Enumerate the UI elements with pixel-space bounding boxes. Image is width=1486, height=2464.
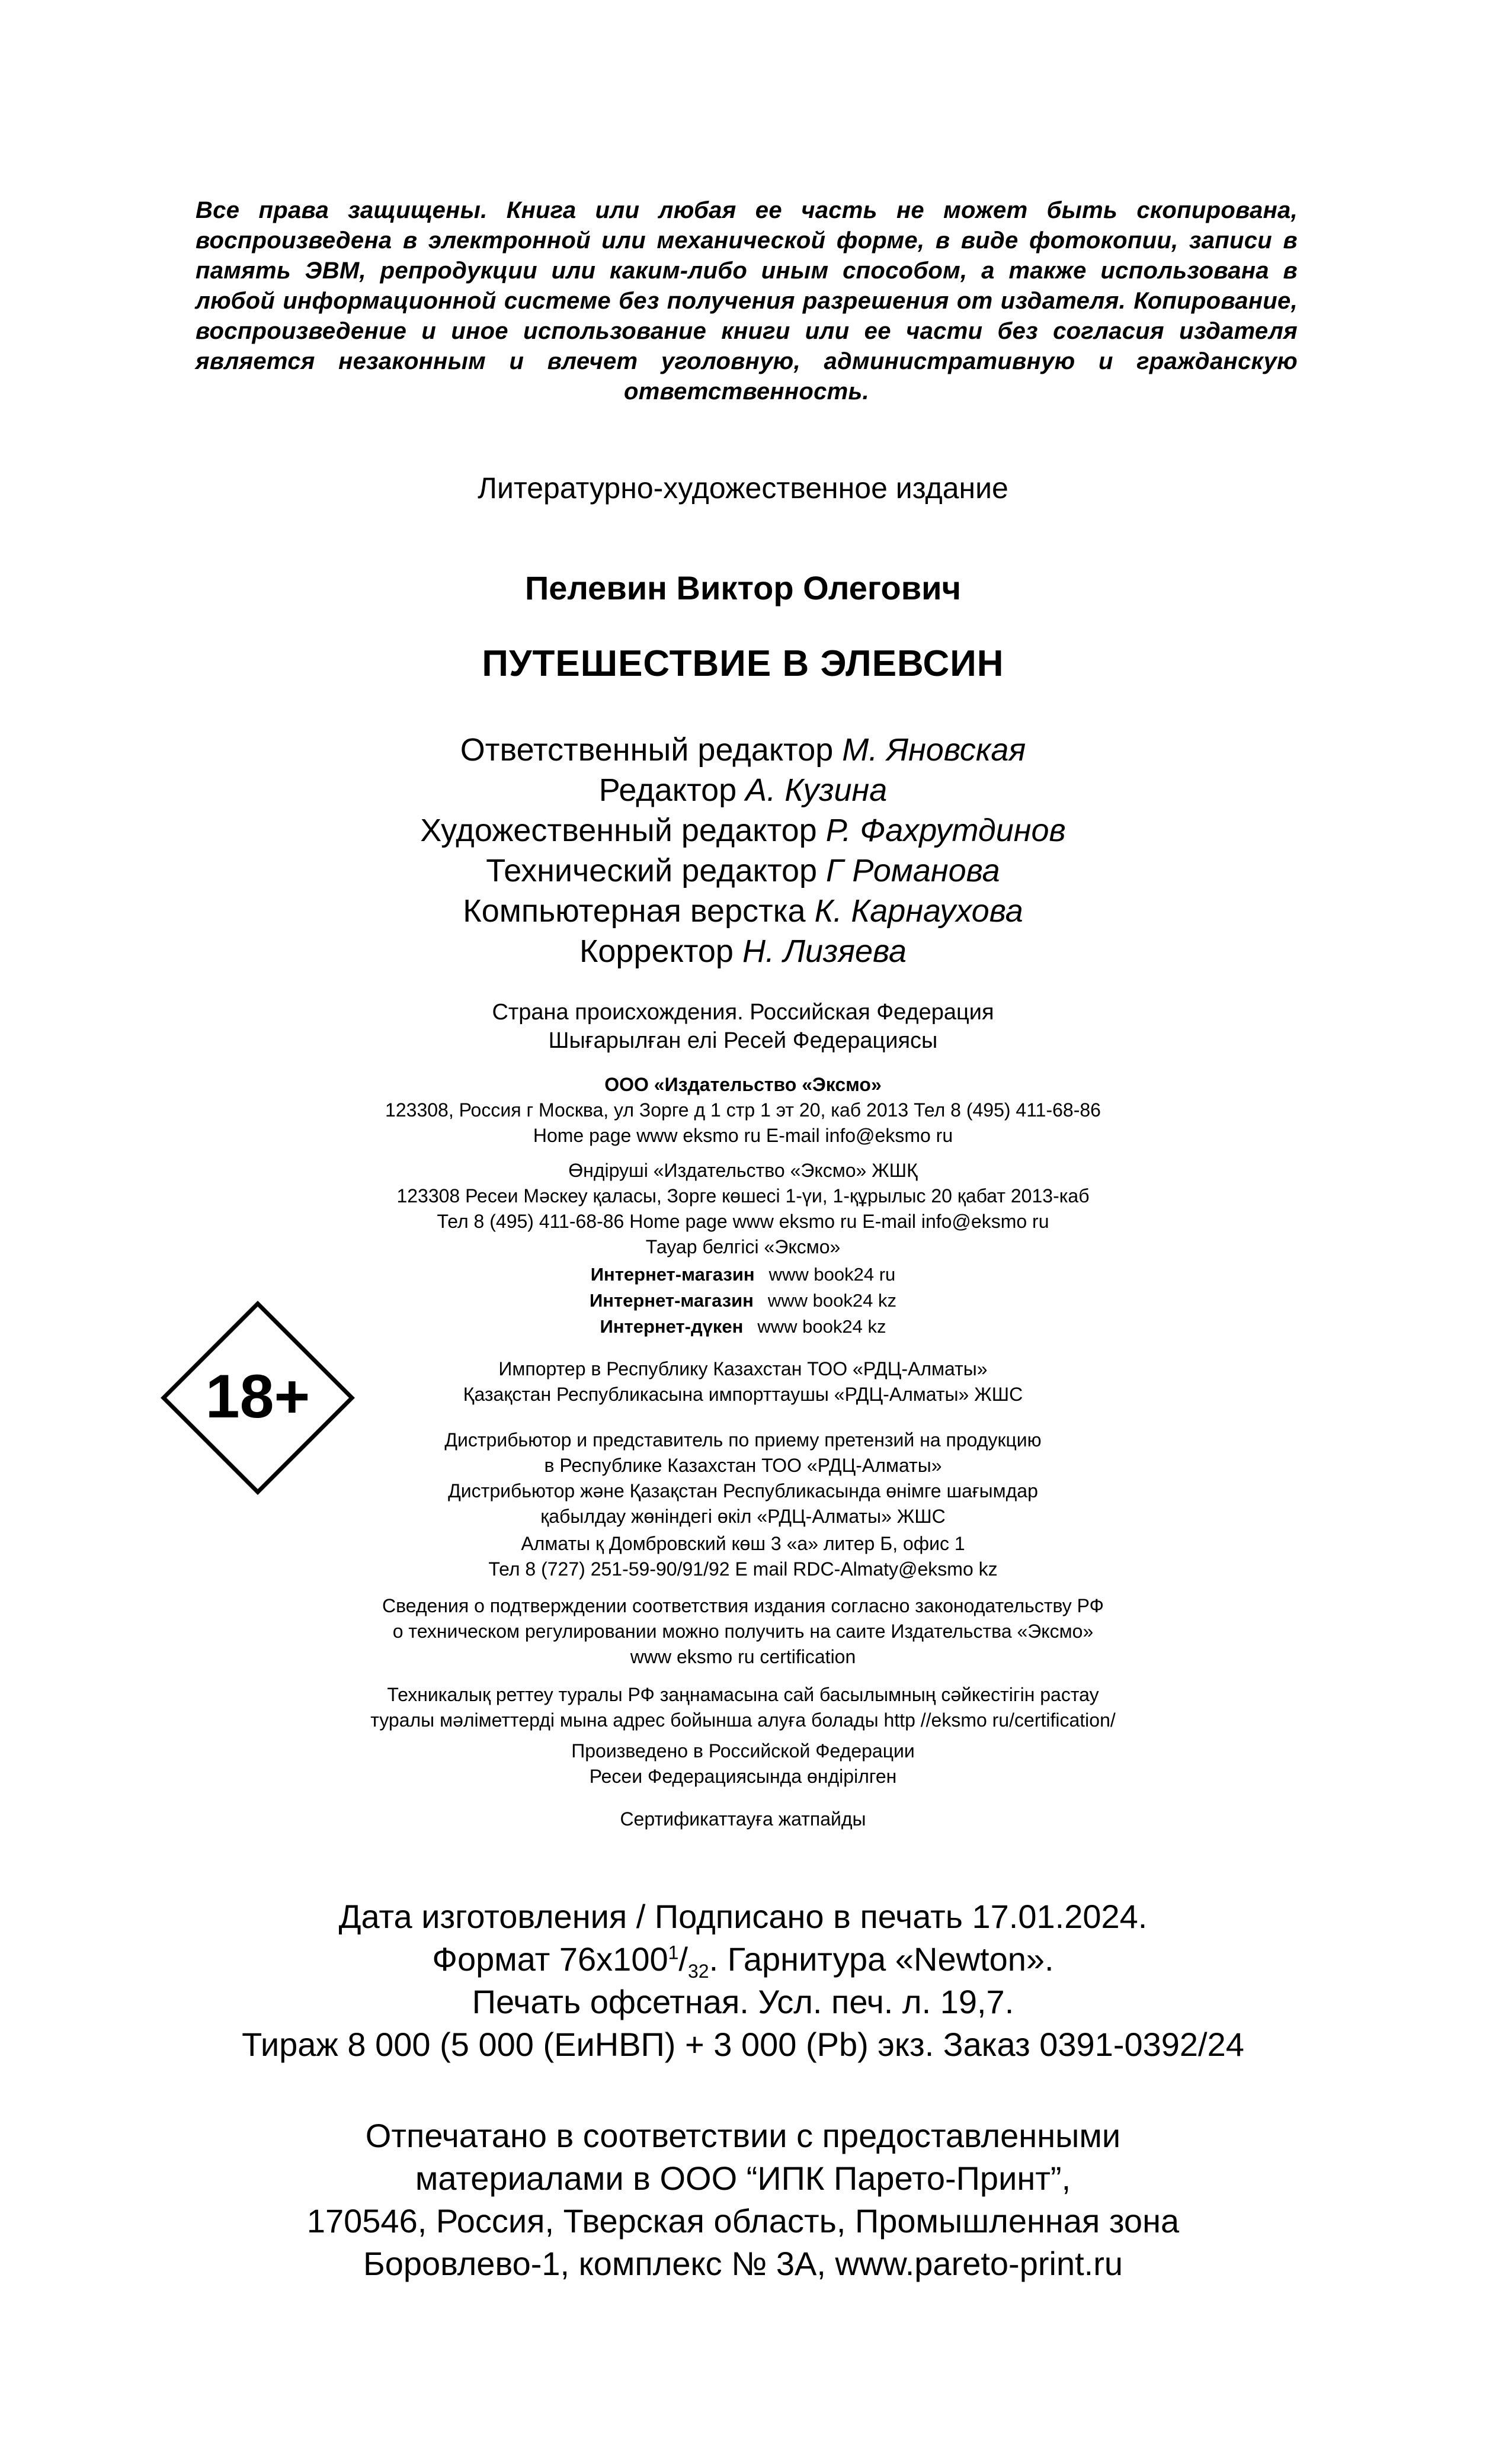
- importer-line: Қазақстан Республикасына импорттаушы «РДЦ-Алматы» ЖШС: [463, 1384, 1023, 1405]
- staff-role: Корректор: [579, 933, 734, 969]
- format-prefix: Формат 76х100: [432, 1940, 668, 1978]
- distributor-line: Дистрибьютор и представитель по приему претензий на продукцию: [444, 1429, 1042, 1451]
- edition-type: Литературно-художественное издание: [478, 471, 1008, 505]
- maker-line: Өндіруші «Издательство «Эксмо» ЖШҚ: [568, 1160, 918, 1181]
- staff-name: Н. Лизяева: [742, 933, 907, 969]
- publisher-address: 123308, Россия г Москва, ул Зорге д 1 стр 1 эт 20, каб 2013 Тел 8 (495) 411-68-86: [385, 1099, 1101, 1121]
- author-name: Пелевин Виктор Олегович: [524, 569, 962, 607]
- staff-role: Художественный редактор: [420, 813, 817, 848]
- book-title: ПУТЕШЕСТВИЕ В ЭЛЕВСИН: [482, 643, 1004, 684]
- shop-url: www book24 kz: [767, 1290, 896, 1311]
- distributor-line: в Республике Казахстан ТОО «РДЦ-Алматы»: [544, 1455, 942, 1476]
- editorial-staff: [0, 730, 1486, 971]
- format-denominator: 32: [687, 1961, 709, 1982]
- staff-line: [0, 730, 1486, 770]
- produced-line: Произведено в Российской Федерации: [571, 1740, 915, 1762]
- staff-name: М. Яновская: [842, 732, 1026, 768]
- maker-line: 123308 Ресеи Мәскеу қаласы, Зорге көшесі 1-үи, 1-құрылыс 20 қабат 2013-каб: [396, 1185, 1090, 1207]
- staff-line: [0, 931, 1486, 971]
- staff-line: [0, 851, 1486, 891]
- distributor-info: [0, 1427, 1486, 1529]
- almaty-line: Алматы қ Домбровский көш 3 «а» литер Б, офис 1: [521, 1533, 965, 1554]
- printer-line: 170546, Россия, Тверская область, Промышленная зона: [306, 2202, 1180, 2240]
- distributor-line: қабылдау жөніндегі өкіл «РДЦ-Алматы» ЖШС: [540, 1506, 946, 1527]
- distributor-line: Дистрибьютор және Қазақстан Республикасында өнімге шағымдар: [448, 1480, 1038, 1502]
- format-suffix: . Гарнитура «Newton».: [709, 1940, 1054, 1978]
- printer-info: [0, 2115, 1486, 2285]
- format-line: [0, 1938, 1486, 1981]
- format-slash: /: [678, 1940, 688, 1978]
- certification-info: [0, 1593, 1486, 1670]
- produced-line: Ресеи Федерациясында өндірілген: [589, 1766, 897, 1787]
- certification-info-kz: [0, 1682, 1486, 1733]
- staff-role: Компьютерная верстка: [463, 893, 806, 929]
- certification-line: www eksmo ru certification: [630, 1646, 856, 1667]
- staff-line: [0, 770, 1486, 810]
- staff-name: Г Романова: [826, 853, 1000, 888]
- staff-role: Технический редактор: [486, 853, 818, 888]
- shop-url: www book24 ru: [768, 1264, 896, 1285]
- produced-in: [0, 1738, 1486, 1789]
- origin-line: Страна происхождения. Российская Федерация: [492, 1000, 994, 1025]
- certification-line: о техническом регулировании можно получить на саите Издательства «Эксмо»: [392, 1621, 1094, 1642]
- importer-line: Импортер в Республику Казахстан ТОО «РДЦ-Алматы»: [498, 1358, 988, 1379]
- shop-label: Интернет-магазин: [590, 1264, 755, 1285]
- shop-label: Интернет-дүкен: [600, 1316, 744, 1337]
- copyright-notice: Все права защищены. Книга или любая ее часть не может быть скопирована, воспроизведена в электронной или механической форме, в виде фотокопии, записи в память ЭВМ, репродукции или каким-либо иным способом, а также использована в любой информационной системе без получения разрешения от издателя. Копирование, воспроизведение и иное использование книги или ее части без согласия издателя является незаконным и влечет уголовную, административную и гражданскую ответственность.: [196, 197, 1298, 405]
- publisher-name: ООО «Издательство «Эксмо»: [604, 1074, 882, 1095]
- origin-line: Шығарылған елі Ресей Федерациясы: [548, 1028, 938, 1053]
- staff-name: К. Карнаухова: [814, 893, 1023, 929]
- print-run: Тираж 8 000 (5 000 (ЕиНВП) + 3 000 (Pb) экз. Заказ 0391-0392/24: [242, 2026, 1244, 2063]
- maker-info-kz: [0, 1158, 1486, 1260]
- format-numerator: 1: [668, 1942, 679, 1964]
- staff-name: Р. Фахрутдинов: [825, 813, 1066, 848]
- publisher-web: Home page www eksmo ru E-mail info@eksmo ru: [533, 1125, 953, 1146]
- imprint-details: [0, 1895, 1486, 2066]
- importer-info: [0, 1356, 1486, 1407]
- almaty-contacts: [0, 1531, 1486, 1582]
- staff-name: А. Кузина: [745, 772, 888, 808]
- staff-line: [0, 891, 1486, 931]
- shop-line: [0, 1262, 1486, 1288]
- printer-line: Боровлево-1, комплекс № 3А, www.pareto-print.ru: [363, 2245, 1123, 2282]
- certification-kz-line: туралы мәліметтерді мына адрес бойынша алуға болады http //eksmo ru/certification/: [370, 1709, 1116, 1731]
- printer-line: Отпечатано в соответствии с предоставленными: [365, 2117, 1121, 2154]
- no-certification-note: Сертификаттауға жатпайды: [620, 1808, 866, 1830]
- printer-line: материалами в ООО “ИПК Парето-Принт”,: [415, 2160, 1071, 2197]
- publisher-info: [0, 1072, 1486, 1148]
- maker-line: Тауар белгісі «Эксмо»: [645, 1236, 841, 1257]
- age-rating-label: 18+: [205, 1362, 310, 1431]
- country-of-origin: [0, 998, 1486, 1055]
- certification-line: Сведения о подтверждении соответствия издания согласно законодательству РФ: [382, 1595, 1104, 1616]
- maker-line: Тел 8 (495) 411-68-86 Home page www eksmo ru E-mail info@eksmo ru: [437, 1211, 1049, 1232]
- certification-kz-line: Техникалық реттеу туралы РФ заңнамасына сай басылымның сәйкестігін растау: [387, 1684, 1099, 1705]
- shop-label: Интернет-магазин: [589, 1290, 754, 1311]
- print-type: Печать офсетная. Усл. печ. л. 19,7.: [472, 1983, 1014, 2020]
- print-date: Дата изготовления / Подписано в печать 17.01.2024.: [338, 1898, 1148, 1935]
- staff-role: Редактор: [598, 772, 737, 808]
- shop-url: www book24 kz: [757, 1316, 886, 1337]
- staff-line: [0, 810, 1486, 851]
- almaty-line: Тел 8 (727) 251-59-90/91/92 E mail RDC-Almaty@eksmo kz: [488, 1558, 998, 1580]
- staff-role: Ответственный редактор: [460, 732, 834, 768]
